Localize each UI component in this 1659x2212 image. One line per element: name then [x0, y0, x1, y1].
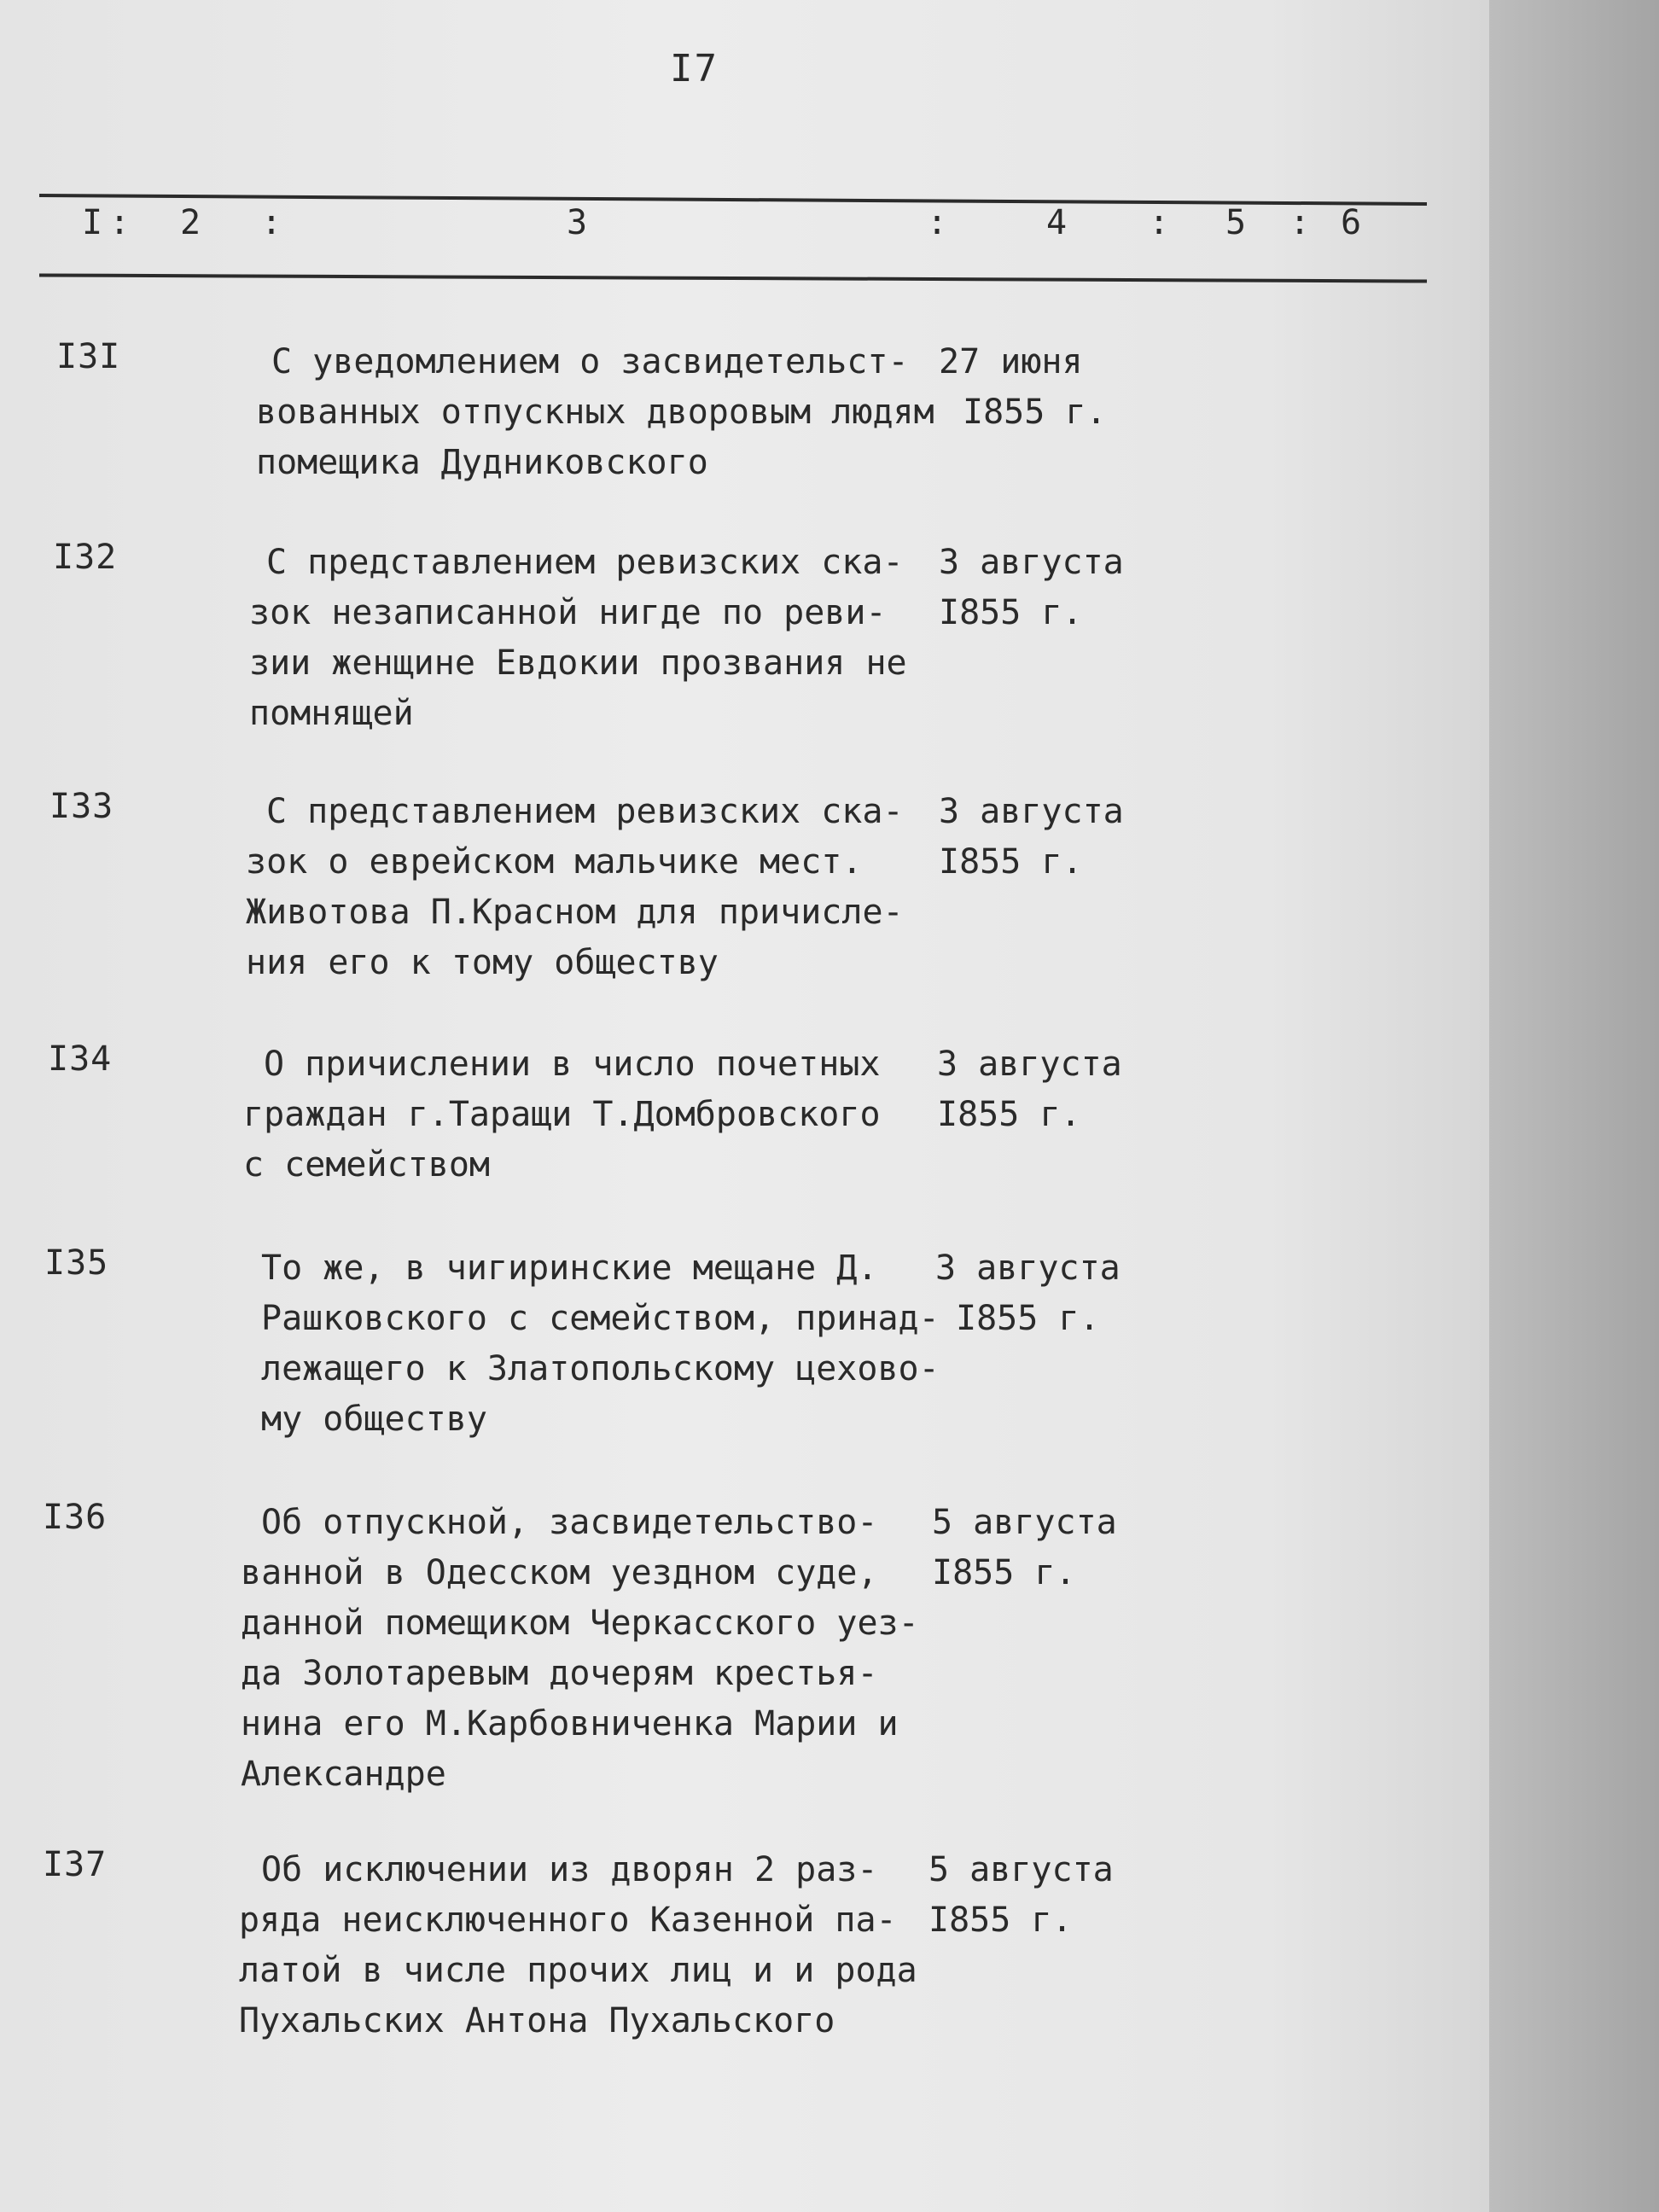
entry-date [939, 538, 1124, 638]
entry-number: I33 [49, 787, 114, 826]
column-separator: : [261, 203, 282, 242]
description-line: ванной в Одесском уездном суде, [241, 1553, 878, 1592]
entry-number: I37 [43, 1845, 108, 1884]
description-line: Александре [241, 1755, 446, 1794]
description-line: с семейством [243, 1145, 490, 1185]
entry-number: I35 [44, 1243, 109, 1283]
description-line: О причислении в число почетных [264, 1045, 881, 1084]
description-line: ния его к тому обществу [246, 943, 719, 982]
description-line: му обществу [261, 1400, 487, 1439]
date-day-month: 3 августа [939, 543, 1124, 582]
entry-number: I36 [43, 1498, 108, 1537]
column-header-3: 3 [567, 203, 588, 242]
description-line: То же, в чигиринские мещане Д. [261, 1249, 878, 1288]
date-year: I855 г. [956, 1299, 1100, 1338]
date-day-month: 5 августа [928, 1850, 1114, 1889]
column-separator: : [109, 203, 131, 242]
description-line: С представлением ревизских ска- [266, 543, 904, 582]
column-header-1: I [82, 203, 103, 242]
entry-date [932, 1498, 1117, 1598]
column-header-4: 4 [1046, 203, 1068, 242]
entry-description [246, 787, 904, 988]
description-line: латой в числе прочих лиц и и рода [239, 1951, 917, 1990]
column-header-2: 2 [180, 203, 201, 242]
entry-number: I34 [48, 1039, 113, 1079]
page-number: I7 [670, 47, 719, 90]
entry-description [241, 1498, 919, 1800]
description-line: граждан г.Таращи Т.Домбровского [243, 1095, 881, 1134]
description-line: Об исключении из дворян 2 раз- [261, 1850, 878, 1889]
date-year: I855 г. [939, 593, 1083, 632]
description-line: помнящей [249, 694, 414, 733]
entry-description [261, 1243, 940, 1445]
date-day-month: 3 августа [935, 1249, 1121, 1288]
description-line: помещика Дудниковского [256, 443, 708, 482]
entry-description [249, 538, 907, 739]
description-line: зок о еврейском мальчике мест. [246, 842, 863, 882]
column-header-row [39, 203, 1427, 271]
entry-number: I3I [56, 337, 121, 376]
column-header-6: 6 [1341, 203, 1362, 242]
description-line: Об отпускной, засвидетельство- [261, 1503, 878, 1542]
entry-date [939, 337, 1107, 438]
header-rule-bottom [39, 273, 1427, 282]
column-separator: : [1289, 203, 1311, 242]
date-day-month: 3 августа [937, 1045, 1122, 1084]
description-line: Животова П.Красном для причисле- [246, 893, 904, 932]
date-year: I855 г. [939, 842, 1083, 882]
description-line: Рашковского с семейством, принад- [261, 1299, 940, 1338]
date-year: I855 г. [932, 1553, 1076, 1592]
description-line: Пухальских Антона Пухальского [239, 2001, 835, 2040]
underlying-sheet-edge [1489, 0, 1659, 2212]
column-header-5: 5 [1225, 203, 1247, 242]
date-day-month: 27 июня [939, 342, 1083, 381]
date-year: I855 г. [937, 1095, 1081, 1134]
date-year: I855 г. [963, 393, 1107, 432]
date-year: I855 г. [928, 1901, 1073, 1940]
description-line: С представлением ревизских ска- [266, 792, 904, 831]
date-day-month: 3 августа [939, 792, 1124, 831]
entry-number: I32 [53, 538, 118, 577]
date-day-month: 5 августа [932, 1503, 1117, 1542]
description-line: ряда неисключенного Казенной па- [239, 1901, 897, 1940]
description-line: данной помещиком Черкасского уез- [241, 1604, 919, 1643]
column-separator: : [927, 203, 948, 242]
description-line: вованных отпускных дворовым людям [256, 393, 934, 432]
description-line: да Золотаревым дочерям крестья- [241, 1654, 878, 1693]
column-separator: : [1149, 203, 1170, 242]
entry-description [239, 1845, 917, 2046]
description-line: С уведомлением о засвидетельст- [271, 342, 909, 381]
entry-date [937, 1039, 1122, 1140]
entry-date [935, 1243, 1121, 1344]
entry-description [243, 1039, 881, 1190]
description-line: зок незаписанной нигде по реви- [249, 593, 887, 632]
description-line: нина его М.Карбовниченка Марии и [241, 1704, 899, 1743]
description-line: зии женщине Евдокии прозвания не [249, 643, 907, 683]
entry-date [939, 787, 1124, 888]
description-line: лежащего к Златопольскому цехово- [261, 1349, 940, 1388]
entry-date [928, 1845, 1114, 1946]
entry-description [256, 337, 934, 488]
